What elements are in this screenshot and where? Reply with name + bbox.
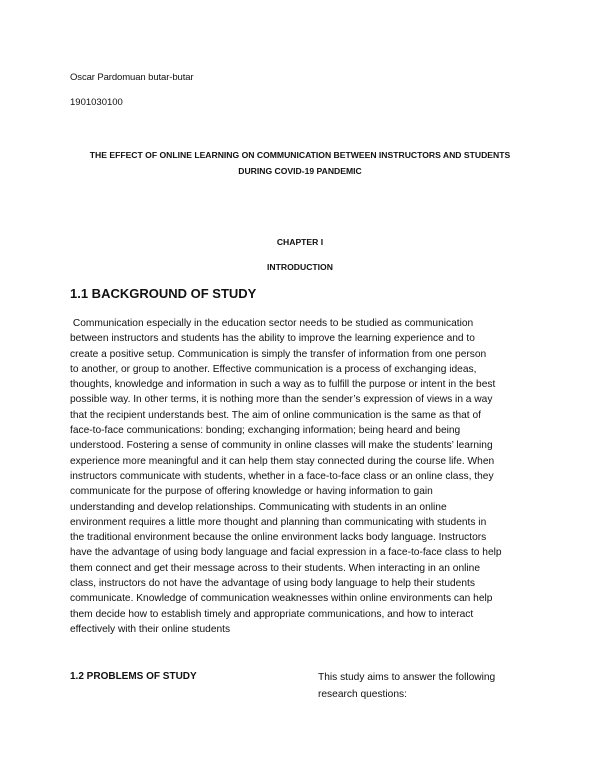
paragraph-line: have the advantage of using body language and facial expression in a face-to-face class to help bbox=[70, 547, 502, 559]
aside-line: This study aims to answer the following bbox=[318, 672, 496, 683]
paragraph-line: instructors communicate with students, whether in a face-to-face class or an online class, they bbox=[70, 470, 494, 482]
paragraph-line: communicate for the purpose of offering knowledge or having information to gain bbox=[70, 486, 433, 498]
paragraph-line: them connect and get their message across to their students. When interacting in an online bbox=[70, 562, 480, 574]
research-questions-intro bbox=[318, 669, 518, 703]
chapter-label: CHAPTER I bbox=[276, 237, 324, 247]
title-line: THE EFFECT OF ONLINE LEARNING ON COMMUNICATION BETWEEN INSTRUCTORS AND STUDENTS bbox=[89, 150, 511, 160]
paper-title bbox=[60, 147, 540, 179]
paragraph-line: them decide how to establish timely and appropriate communications, and how to interact bbox=[70, 608, 474, 620]
paragraph-line: class, instructors do not have the advantage of using body language to help their students bbox=[70, 578, 475, 590]
paragraph-line: environment requires a little more thought and planning than communicating with students in bbox=[70, 516, 487, 528]
paragraph-line: experience more meaningful and it can help them stay connected during the course life. When bbox=[70, 455, 495, 467]
paragraph-line: the traditional environment because the online environment lacks body language. Instructors bbox=[70, 532, 487, 544]
student-id: 1901030100 bbox=[70, 97, 123, 108]
chapter-title: INTRODUCTION bbox=[267, 262, 333, 272]
paragraph-line: understanding and develop relationships. Communicating with students in an online bbox=[70, 501, 447, 513]
section-heading: 1.2 PROBLEMS OF STUDY bbox=[70, 671, 197, 682]
paragraph-line: communicate. Knowledge of communication weaknesses within online environments can help bbox=[70, 593, 493, 605]
section-heading: 1.1 BACKGROUND OF STUDY bbox=[70, 286, 257, 301]
paragraph-line: Communication especially in the education sector needs to be studied as communication bbox=[70, 318, 474, 329]
aside-line: research questions: bbox=[318, 689, 407, 700]
paragraph-line: face-to-face communications: bonding; exchanging information; being heard and being bbox=[70, 425, 461, 437]
paragraph-line: create a positive setup. Communication is simply the transfer of information from one person bbox=[70, 348, 487, 360]
paragraph-line: understood. Fostering a sense of community in online classes will make the students’ learning bbox=[70, 440, 493, 452]
paragraph-line: that the recipient understands best. The aim of online communication is the same as that of bbox=[70, 409, 481, 421]
paragraph-line: possible way. In other terms, it is nothing more than the sender’s expression of views in a way bbox=[70, 394, 493, 406]
paragraph-line: between instructors and students has the ability to improve the learning experience and to bbox=[70, 333, 475, 345]
paragraph-line: to another, or group to another. Effective communication is a process of exchanging ideas, bbox=[70, 363, 477, 375]
author-name: Oscar Pardomuan butar-butar bbox=[70, 72, 194, 83]
title-line: DURING COVID-19 PANDEMIC bbox=[238, 166, 362, 176]
paragraph-line: thoughts, knowledge and information in such a way as to fulfill the purpose or intent in the best bbox=[70, 379, 496, 391]
paragraph-line: effectively with their online students bbox=[70, 623, 231, 635]
body-paragraph bbox=[70, 316, 532, 637]
